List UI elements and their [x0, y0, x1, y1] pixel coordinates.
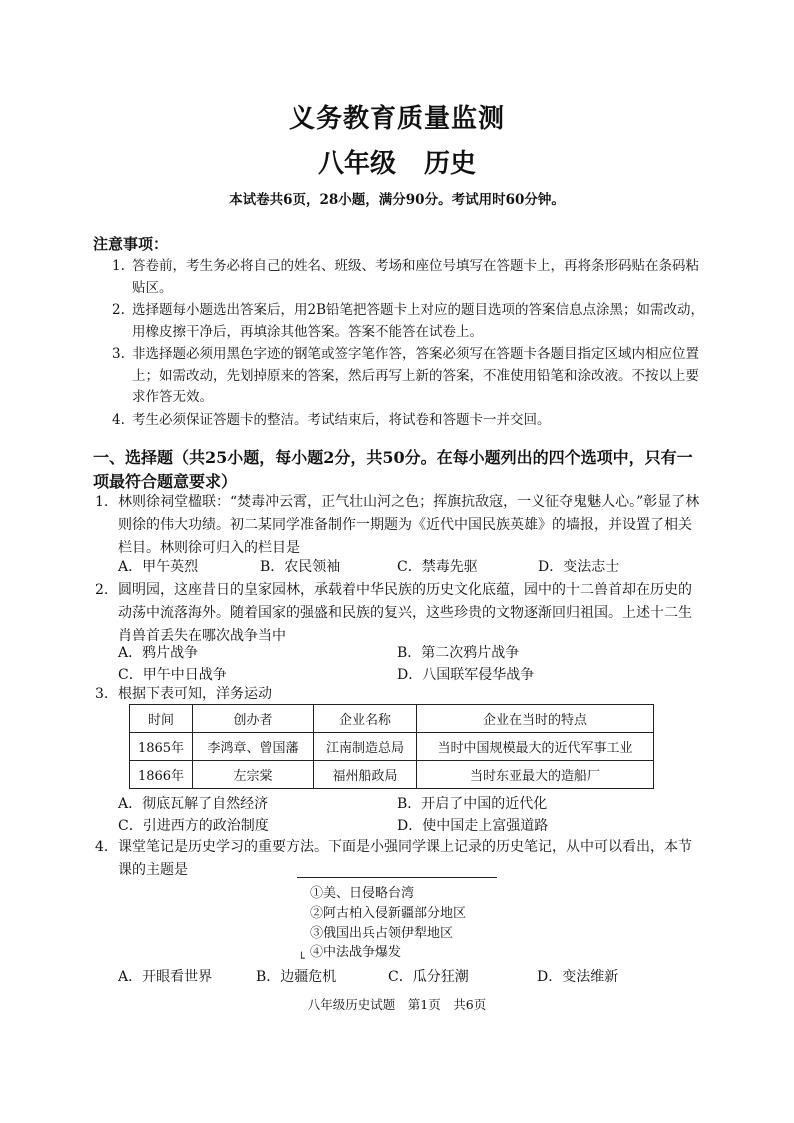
- question-3-options-row2: [118, 815, 678, 837]
- question-text: 林则徐祠堂楹联：“焚毒冲云霄，正气壮山河之色；挥旗抗敌寇，一义征夺鬼魅人心。”彰显了林则徐的伟大功绩。初二某同学准备制作一期题为《近代中国民族英雄》的墙报，并设置了相关栏目。林则徐可归入的栏目是: [118, 494, 700, 556]
- table-cell: 1866年: [130, 761, 193, 789]
- question-number: 3.: [95, 686, 109, 702]
- table-header-cell: 企业在当时的特点: [417, 705, 654, 733]
- note-item: [112, 344, 712, 409]
- question-number: 1.: [95, 494, 109, 510]
- exam-info: 本试卷共6页，28小题，满分90分。考试用时60分钟。: [229, 192, 565, 208]
- option-a[interactable]: A．彻底瓦解了自然经济: [118, 796, 269, 812]
- grade-subject-title: [0, 143, 794, 180]
- note-item: [112, 256, 712, 299]
- table-row: [130, 733, 654, 761]
- table-cell: 福州船政局: [314, 761, 417, 789]
- question-2: [95, 579, 705, 648]
- enterprise-table: [129, 704, 654, 789]
- note-item: [112, 300, 712, 343]
- notebook-top-rule: [297, 877, 497, 878]
- option-a[interactable]: A．开眼看世界: [118, 969, 213, 985]
- question-1: [95, 491, 705, 560]
- question-number: 2.: [95, 582, 109, 598]
- question-text: 课堂笔记是历史学习的重要方法。下面是小强同学课上记录的历史笔记，从中可以看出，本节课的主题是: [118, 839, 692, 878]
- option-d[interactable]: D．使中国走上富强道路: [397, 818, 549, 834]
- option-a[interactable]: A．甲午英烈: [118, 559, 199, 575]
- question-1-options: [118, 556, 678, 578]
- option-b[interactable]: B．开启了中国的近代化: [397, 796, 548, 812]
- option-b[interactable]: B．农民领袖: [260, 559, 341, 575]
- note-number: 4.: [112, 411, 125, 428]
- question-3: [95, 683, 705, 706]
- note-number: 3.: [112, 346, 125, 362]
- section-heading: 一、选择题（共25小题，每小题2分，共50分。在每小题列出的四个选项中，只有一项最符合题意要求）: [93, 448, 693, 491]
- table-cell: 当时东亚最大的造船厂: [417, 761, 654, 789]
- grade-label: 八年级: [317, 149, 396, 179]
- option-a[interactable]: A．鸦片战争: [118, 645, 199, 661]
- option-c[interactable]: C．禁毒先驱: [397, 559, 478, 575]
- question-number: 4.: [95, 839, 109, 855]
- question-4: [95, 836, 705, 882]
- table-cell: 江南制造总局: [314, 733, 417, 761]
- table-header-cell: 创办者: [193, 705, 314, 733]
- note-item: [112, 410, 712, 432]
- option-d[interactable]: D．八国联军侵华战争: [397, 667, 535, 683]
- question-text: 根据下表可知，洋务运动: [118, 686, 272, 702]
- note-text: 考生必须保证答题卡的整洁。考试结束后，将试卷和答题卡一并交回。: [132, 411, 551, 428]
- note-text: 选择题每小题选出答案后，用2B铅笔把答题卡上对应的题目选项的答案信息点涂黑；如需改动，用橡皮擦干净后，再填涂其他答案。答案不能答在试卷上。: [132, 302, 705, 340]
- option-d[interactable]: D．变法志士: [538, 559, 620, 575]
- table-header-cell: 时间: [130, 705, 193, 733]
- page-title: 义务教育质量监测: [288, 104, 505, 134]
- option-b[interactable]: B．边疆危机: [256, 969, 337, 985]
- table-header-row: [130, 705, 654, 733]
- note-line: ④中法战争爆发: [310, 945, 402, 960]
- table-header-cell: 企业名称: [314, 705, 417, 733]
- option-b[interactable]: B．第二次鸦片战争: [397, 645, 520, 661]
- note-number: 1.: [112, 258, 125, 274]
- note-text: 答卷前，考生务必将自己的姓名、班级、考场和座位号填写在答题卡上，再将条形码贴在条码粘贴区。: [132, 258, 699, 296]
- option-c[interactable]: C．甲午中日战争: [118, 667, 227, 683]
- notebook-corner-mark: └: [298, 952, 305, 965]
- note-text: 非选择题必须用黑色字迹的钢笔或签字笔作答，答案必须写在答题卡各题目指定区域内相应位置上；如需改动，先划掉原来的答案，然后再写上新的答案，不准使用铅笔和涂改液。不按以上要求作答无效。: [132, 346, 699, 405]
- notes-heading: 注意事项：: [93, 235, 169, 253]
- note-line: ③俄国出兵占领伊犁地区: [310, 926, 454, 941]
- page-footer: 八年级历史试题 第1页 共6页: [307, 997, 487, 1012]
- question-text: 圆明园，这座昔日的皇家园林，承载着中华民族的历史文化底蕴，园中的十二兽首却在历史的动荡中流落海外。随着国家的强盛和民族的复兴，这些珍贵的文物逐渐回归祖国。上述十二生肖兽首丢失在哪次战争当中: [118, 582, 692, 644]
- notes-list: [112, 256, 712, 432]
- note-number: 2.: [112, 302, 125, 318]
- note-line: ②阿古柏入侵新疆部分地区: [310, 906, 467, 921]
- table-cell: 李鸿章、曾国藩: [193, 733, 314, 761]
- option-d[interactable]: D．变法维新: [537, 969, 619, 985]
- option-c[interactable]: C．引进西方的政治制度: [118, 818, 269, 834]
- question-2-options-row1: [118, 642, 678, 664]
- question-3-options-row1: [118, 793, 678, 815]
- subject-label: 历史: [424, 149, 477, 179]
- note-line: ①美、日侵略台湾: [310, 886, 415, 901]
- table-cell: 左宗棠: [193, 761, 314, 789]
- table-row: [130, 761, 654, 789]
- table-cell: 1865年: [130, 733, 193, 761]
- table-cell: 当时中国规模最大的近代军事工业: [417, 733, 654, 761]
- option-c[interactable]: C．瓜分狂潮: [388, 969, 469, 985]
- question-4-options: [118, 966, 678, 988]
